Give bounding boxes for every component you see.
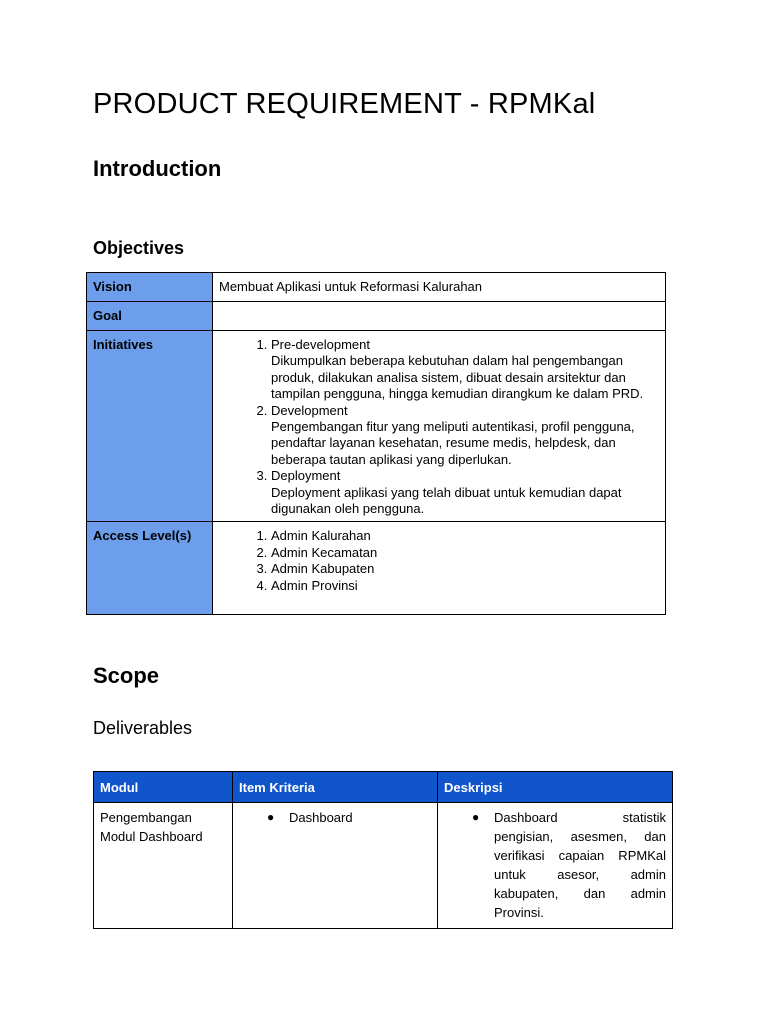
initiative-title: 2. Development xyxy=(271,402,348,418)
bullet-icon: ● xyxy=(472,810,480,824)
document-title: PRODUCT REQUIREMENT - RPMKal xyxy=(93,88,596,120)
initiative-description: Deployment aplikasi yang telah dibuat untuk kemudian dapat digunakan oleh pengguna. xyxy=(271,484,622,517)
heading-introduction: Introduction xyxy=(93,156,222,181)
item-kriteria-cell xyxy=(233,803,438,929)
table-row-goal xyxy=(87,302,666,331)
deskripsi-cell xyxy=(438,803,673,929)
heading-scope: Scope xyxy=(93,663,160,688)
table-row-access-levels xyxy=(87,522,666,615)
bullet-icon: ● xyxy=(267,810,275,824)
list-item: 3. Admin Kabupaten xyxy=(271,561,659,577)
list-item: 4. Admin Provinsi xyxy=(271,578,659,594)
column-header-item-kriteria: Item Kriteria xyxy=(233,772,438,803)
access-levels-cell xyxy=(213,522,666,615)
table-row-initiatives xyxy=(87,331,666,522)
list-item xyxy=(271,468,659,517)
list-item: 2. Admin Kecamatan xyxy=(271,545,659,561)
goal-value xyxy=(213,302,666,331)
item-kriteria-text: Dashboard xyxy=(289,810,353,825)
deliverables-table xyxy=(93,771,673,929)
vision-value: Membuat Aplikasi untuk Reformasi Kalurahan xyxy=(213,273,666,302)
initiative-description: Dikumpulkan beberapa kebutuhan dalam hal pengembangan produk, dilakukan analisa sistem, dibuat desain arsitektur dan tampilan pengguna, hingga kemudian dirangkum ke dalam PRD. xyxy=(271,353,644,402)
initiative-title: 1. Pre-development xyxy=(271,337,370,352)
heading-objectives: Objectives xyxy=(93,238,185,258)
list-item xyxy=(271,403,659,469)
table-row-vision xyxy=(87,273,666,302)
initiative-title: 3. Deployment xyxy=(271,468,341,484)
goal-label: Goal xyxy=(87,302,213,331)
access-levels-list xyxy=(219,528,659,594)
initiatives-cell xyxy=(213,331,666,522)
deskripsi-list xyxy=(444,808,666,922)
column-header-deskripsi: Deskripsi xyxy=(438,772,673,803)
initiatives-list xyxy=(219,337,659,517)
list-item xyxy=(267,808,431,827)
list-item: 1. Admin Kalurahan xyxy=(271,528,659,544)
table-row xyxy=(94,803,673,929)
table-header-row xyxy=(94,772,673,803)
heading-deliverables: Deliverables xyxy=(93,718,193,738)
initiatives-label: Initiatives xyxy=(87,331,213,522)
modul-cell: Pengembangan Modul Dashboard xyxy=(94,803,233,929)
list-item xyxy=(271,337,659,403)
deskripsi-text: Dashboard statistik pengisian, asesmen, dan verifikasi capaian RPMKal untuk asesor, admin kabupaten, dan admin Provinsi. xyxy=(494,810,666,920)
list-item xyxy=(472,808,666,922)
vision-label: Vision xyxy=(87,273,213,302)
column-header-modul: Modul xyxy=(94,772,233,803)
item-kriteria-list xyxy=(239,808,431,827)
initiative-description: Pengembangan fitur yang meliputi autentikasi, profil pengguna, pendaftar layanan kesehatan, resume medis, helpdesk, dan beberapa tautan aplikasi yang diperlukan. xyxy=(271,419,635,467)
access-levels-label: Access Level(s) xyxy=(87,522,213,615)
objectives-table xyxy=(86,272,666,615)
